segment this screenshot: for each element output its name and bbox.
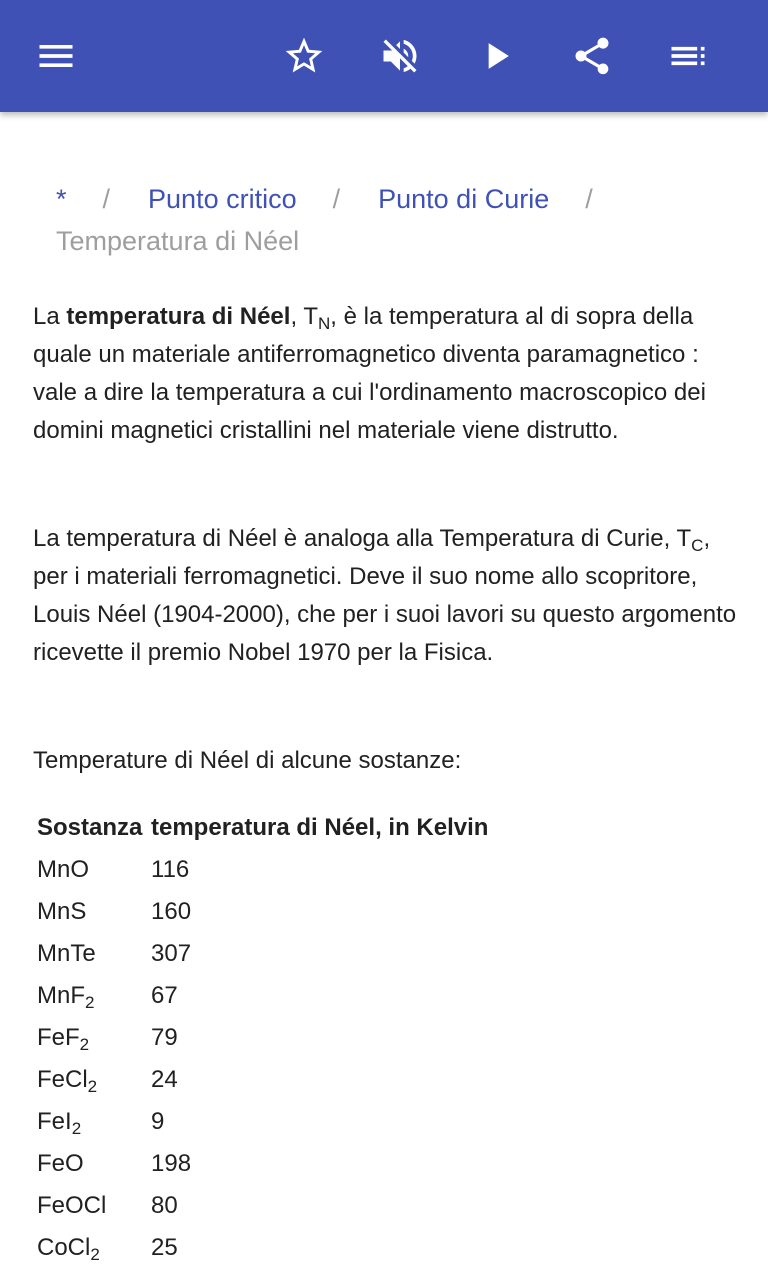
formula: FeF bbox=[37, 1024, 80, 1051]
breadcrumb-home-link[interactable]: * bbox=[56, 184, 67, 214]
text: , T bbox=[290, 303, 319, 330]
table-header-row bbox=[33, 807, 492, 849]
substance-cell bbox=[33, 849, 147, 891]
substance-cell bbox=[33, 1185, 147, 1227]
subscript: N bbox=[318, 314, 331, 333]
temperature-cell: 160 bbox=[151, 898, 192, 925]
formula-subscript: 2 bbox=[90, 1245, 100, 1264]
breadcrumb-separator: / bbox=[332, 184, 341, 214]
breadcrumb-separator: / bbox=[102, 184, 111, 214]
substance-cell bbox=[33, 1017, 147, 1059]
volume-off-icon bbox=[378, 34, 422, 78]
breadcrumb-separator: / bbox=[585, 184, 593, 214]
substance-cell bbox=[33, 1227, 147, 1269]
column-header-temperature: temperatura di Néel, in Kelvin bbox=[151, 814, 489, 841]
table-row bbox=[33, 933, 492, 975]
curie-paragraph bbox=[33, 520, 738, 672]
breadcrumb-current: Temperatura di Néel bbox=[56, 226, 300, 256]
table-row bbox=[33, 975, 492, 1017]
table-intro-paragraph: Temperature di Néel di alcune sostanze: bbox=[33, 747, 462, 774]
temperature-cell: 79 bbox=[151, 1024, 178, 1051]
substance-cell bbox=[33, 933, 147, 975]
formula: FeCl bbox=[37, 1066, 88, 1093]
term-bold: temperatura di Néel bbox=[66, 303, 291, 330]
temperature-cell: 25 bbox=[151, 1234, 178, 1261]
table-row bbox=[33, 849, 492, 891]
formula: CoCl bbox=[37, 1234, 91, 1261]
table-row bbox=[33, 891, 492, 933]
share-button[interactable] bbox=[564, 28, 620, 84]
table-row bbox=[33, 1227, 492, 1269]
star-outline-icon bbox=[282, 34, 326, 78]
table-row bbox=[33, 1059, 492, 1101]
formula: FeO bbox=[37, 1150, 84, 1177]
hamburger-menu-icon bbox=[34, 34, 78, 78]
substance-cell bbox=[33, 1101, 147, 1143]
breadcrumb-link-punto-di-curie[interactable]: Punto di Curie bbox=[378, 184, 550, 214]
substance-cell bbox=[33, 891, 147, 933]
text: La temperatura di Néel è analoga alla Temperatura di Curie, T bbox=[33, 525, 692, 552]
temperature-cell: 116 bbox=[151, 856, 190, 883]
formula: FeOCl bbox=[37, 1192, 107, 1219]
formula-subscript: 2 bbox=[79, 1035, 90, 1054]
formula: MnS bbox=[37, 898, 87, 925]
play-button[interactable] bbox=[468, 28, 524, 84]
table-row bbox=[33, 1017, 492, 1059]
temperature-cell: 80 bbox=[151, 1192, 178, 1219]
intro-paragraph bbox=[33, 298, 738, 450]
text: , è la temperatura al di sopra della quale un materiale antiferromagnetico diventa paramagnetico : vale a dire la temperatura a cui l'ordinamento macroscopico dei domini magnetici cristallini nel materiale viene distrutto. bbox=[33, 303, 706, 444]
play-icon bbox=[474, 34, 518, 78]
table-of-contents-icon bbox=[666, 34, 710, 78]
table-row bbox=[33, 1101, 492, 1143]
temperature-cell: 24 bbox=[151, 1066, 178, 1093]
temperature-cell: 307 bbox=[151, 940, 192, 967]
formula: MnO bbox=[37, 856, 90, 883]
substance-cell bbox=[33, 1143, 147, 1185]
formula: FeI bbox=[37, 1108, 72, 1135]
menu-button[interactable] bbox=[28, 28, 84, 84]
temperature-cell: 67 bbox=[151, 982, 178, 1009]
text: , per i materiali ferromagnetici. Deve il suo nome allo scopritore, Louis Néel (1904-2000), che per i suoi lavori su questo argomento ricevette il premio Nobel 1970 per la Fisica. bbox=[33, 525, 737, 666]
breadcrumb bbox=[56, 178, 736, 262]
neel-temperature-table bbox=[33, 807, 492, 1269]
formula: MnTe bbox=[37, 940, 96, 967]
formula-subscript: 2 bbox=[85, 993, 95, 1012]
table-row bbox=[33, 1185, 492, 1227]
text: La bbox=[33, 303, 67, 330]
subscript: C bbox=[691, 536, 704, 555]
app-toolbar bbox=[0, 0, 768, 112]
substance-cell bbox=[33, 975, 147, 1017]
bookmark-button[interactable] bbox=[276, 28, 332, 84]
temperature-cell: 9 bbox=[151, 1108, 165, 1135]
substance-cell bbox=[33, 1059, 147, 1101]
mute-button[interactable] bbox=[372, 28, 428, 84]
formula-subscript: 2 bbox=[87, 1077, 98, 1096]
formula: MnF bbox=[37, 982, 85, 1009]
table-row bbox=[33, 1143, 492, 1185]
temperature-cell: 198 bbox=[151, 1150, 192, 1177]
share-icon bbox=[570, 34, 614, 78]
formula-subscript: 2 bbox=[71, 1119, 82, 1138]
table-of-contents-button[interactable] bbox=[660, 28, 716, 84]
column-header-substance: Sostanza bbox=[37, 814, 143, 841]
breadcrumb-link-punto-critico[interactable]: Punto critico bbox=[148, 184, 297, 214]
